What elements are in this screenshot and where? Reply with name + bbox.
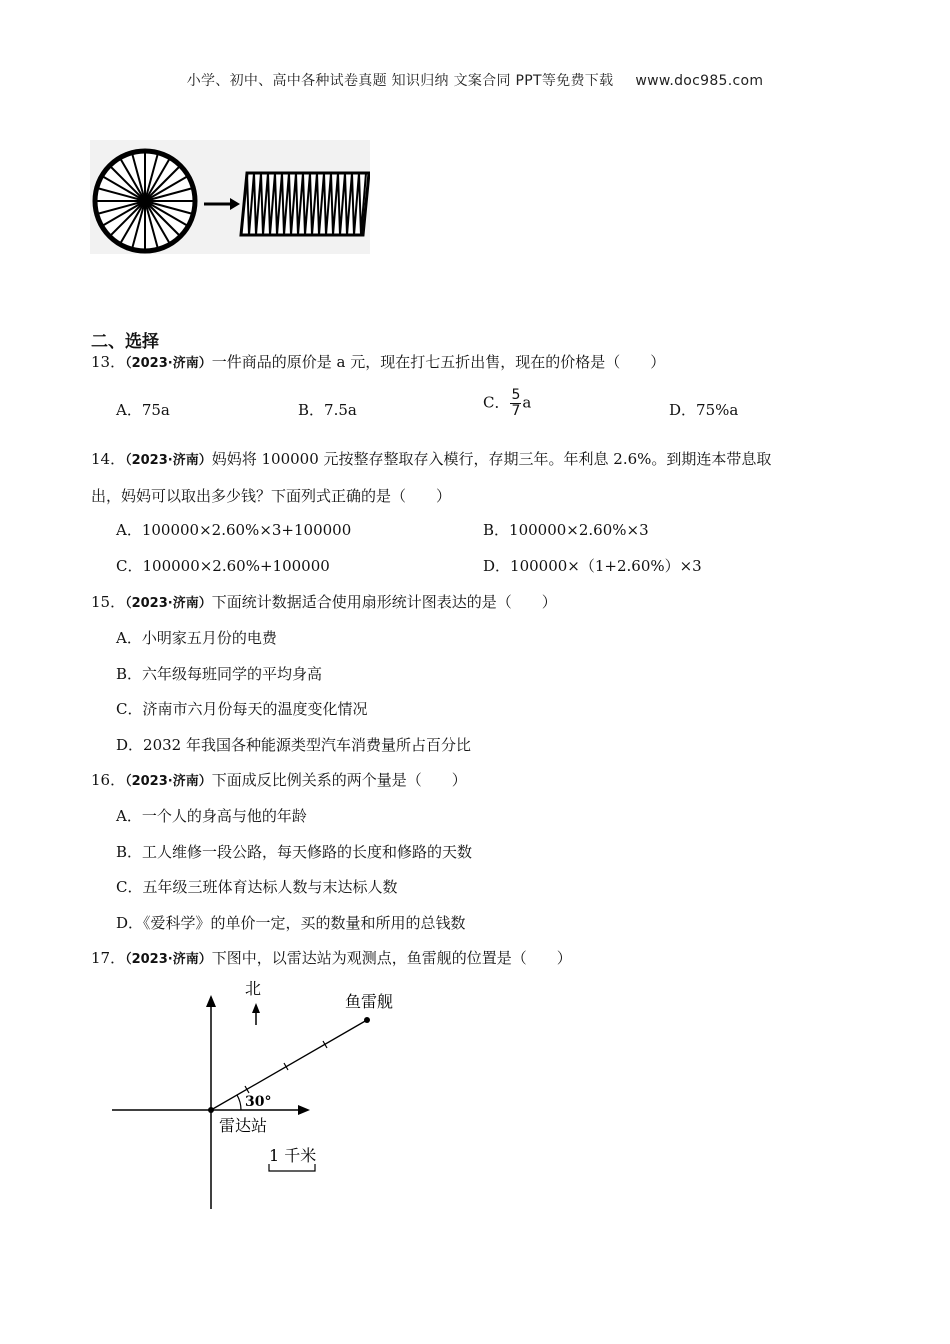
q16-option-a: A．一个人的身高与他的年龄 xyxy=(116,807,307,825)
question-15 xyxy=(91,592,557,614)
north-label: 北 xyxy=(245,979,262,998)
q15-option-d: D．2032 年我国各种能源类型汽车消费量所占百分比 xyxy=(116,736,471,754)
radar-station-label: 雷达站 xyxy=(219,1116,268,1135)
rearranged-rectangle xyxy=(241,173,369,235)
option-c-suffix: a xyxy=(522,393,532,412)
q16-option-d: D．《爱科学》的单价一定，买的数量和所用的总钱数 xyxy=(116,914,466,932)
question-text: 下图中，以雷达站为观测点，鱼雷舰的位置是（ ） xyxy=(211,949,572,967)
header-text: 小学、初中、高中各种试卷真题 知识归纳 文案合同 PPT等免费下载 xyxy=(186,73,614,89)
q13-option-b: B．7.5a xyxy=(298,401,357,419)
torpedo-boat-label: 鱼雷舰 xyxy=(345,992,394,1011)
q13-option-a: A．75a xyxy=(116,401,170,419)
q15-option-c: C．济南市六月份每天的温度变化情况 xyxy=(116,700,368,718)
question-source: （2023·济南） xyxy=(125,952,212,967)
question-14 xyxy=(91,449,771,471)
fraction xyxy=(510,388,521,419)
question-number: 13． xyxy=(91,353,126,371)
question-source: （2023·济南） xyxy=(125,596,212,611)
question-source: （2023·济南） xyxy=(125,453,212,468)
header-url: www.doc985.com xyxy=(635,73,764,89)
distance-ticks xyxy=(245,1041,327,1093)
question-source: （2023·济南） xyxy=(125,356,212,371)
q16-option-c: C．五年级三班体育达标人数与末达标人数 xyxy=(116,878,398,896)
wheel-circle xyxy=(95,151,195,251)
question-number: 17． xyxy=(91,949,126,967)
q15-option-b: B．六年级每班同学的平均身高 xyxy=(116,665,323,683)
question-number: 16． xyxy=(91,771,126,789)
q15-option-a: A．小明家五月份的电费 xyxy=(116,629,277,647)
question-text: 一件商品的原价是 a 元，现在打七五折出售，现在的价格是（ ） xyxy=(211,353,666,371)
question-source: （2023·济南） xyxy=(125,774,212,789)
question-17 xyxy=(91,948,572,970)
question-16 xyxy=(91,770,467,792)
option-c-prefix: C． xyxy=(483,393,510,412)
question-number: 14． xyxy=(91,450,126,468)
q13-option-d: D．75%a xyxy=(669,401,739,419)
q14-option-c: C．100000×2.60%+100000 xyxy=(116,557,330,575)
question-14-line2: 出，妈妈可以取出多少钱？下面列式正确的是（ ） xyxy=(91,487,452,505)
axis-arrow-up xyxy=(206,995,216,1007)
scale-label: 1 千米 xyxy=(269,1146,317,1165)
north-arrow-icon xyxy=(252,1003,260,1025)
q14-option-d: D．100000×（1+2.60%）×3 xyxy=(483,557,702,575)
question-text: 下面统计数据适合使用扇形统计图表达的是（ ） xyxy=(211,593,557,611)
q13-option-c xyxy=(483,388,531,419)
angle-label: 30° xyxy=(245,1094,272,1110)
wheel-to-rectangle-figure xyxy=(90,140,370,254)
axis-arrow-right xyxy=(298,1105,310,1115)
q16-option-b: B．工人维修一段公路，每天修路的长度和修路的天数 xyxy=(116,843,473,861)
radar-station-point xyxy=(208,1107,214,1113)
radar-diagram xyxy=(100,975,430,1220)
question-text: 下面成反比例关系的两个量是（ ） xyxy=(211,771,467,789)
question-13 xyxy=(91,352,665,374)
fraction-denominator: 7 xyxy=(511,403,521,419)
q14-option-a: A．100000×2.60%×3+100000 xyxy=(116,521,352,539)
bearing-line xyxy=(211,1020,367,1110)
angle-arc xyxy=(237,1095,241,1110)
question-text: 妈妈将 100000 元按整存整取存入模行，存期三年。年利息 2.6%。到期连本带息取 xyxy=(211,450,772,468)
torpedo-boat-point xyxy=(364,1017,370,1023)
question-number: 15． xyxy=(91,593,126,611)
fraction-numerator: 5 xyxy=(511,387,521,403)
section-title: 二、选择 xyxy=(91,332,159,352)
page-header xyxy=(0,70,950,90)
q14-option-b: B．100000×2.60%×3 xyxy=(483,521,649,539)
scale-bar xyxy=(269,1164,315,1171)
